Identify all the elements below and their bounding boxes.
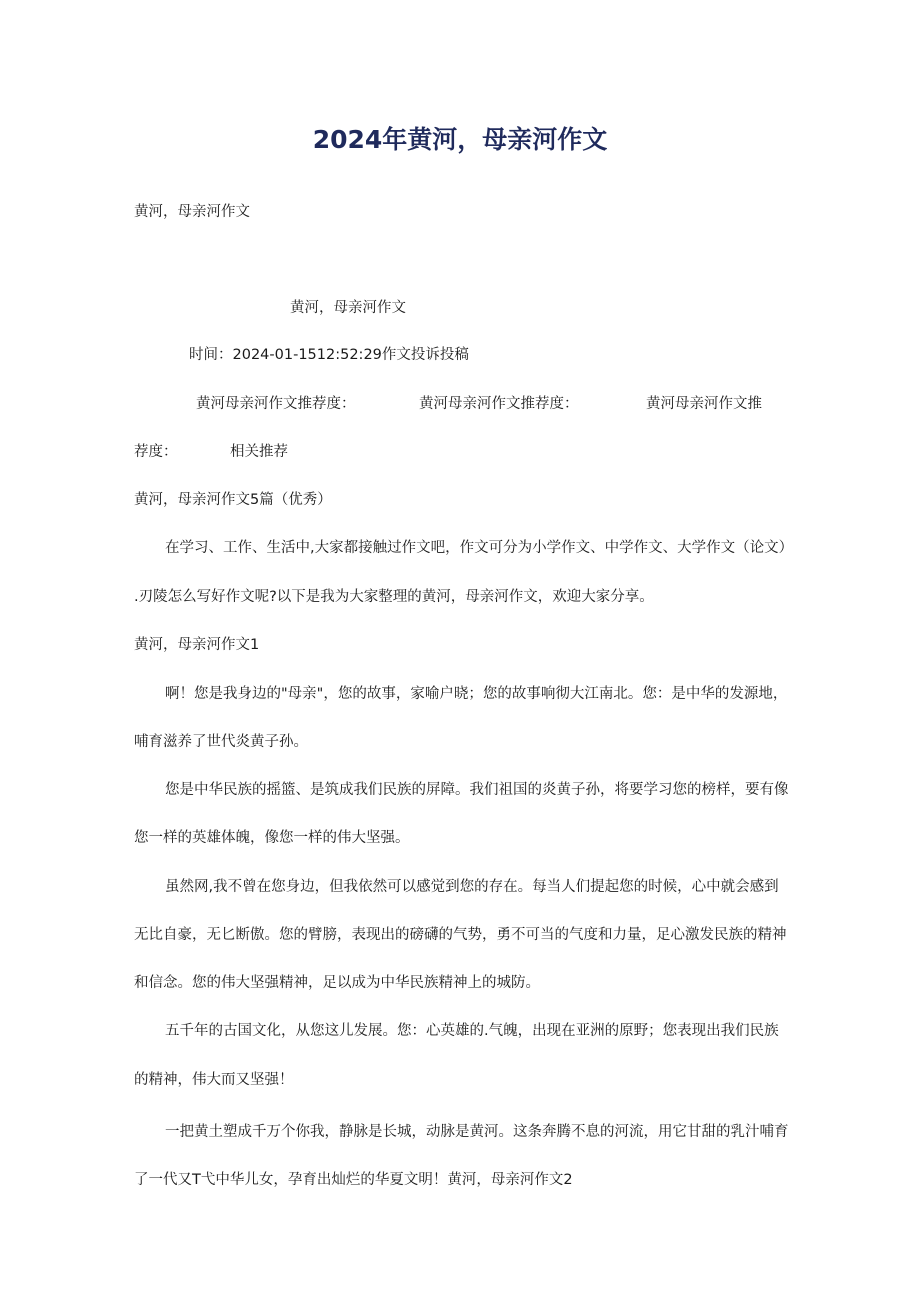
document-subtitle: 黄河，母亲河作文 [134, 204, 250, 220]
recommend-item-3-cont: 荐度： [134, 444, 178, 460]
intro-line-1: 在学习、工作、生活中,大家都接触过作文吧，作文可分为小学作文、中学作文、大学作文（论文） [165, 540, 794, 556]
paragraph-3-line-3: 和信念。您的伟大坚强精神，足以成为中华民族精神上的城防。 [134, 975, 540, 991]
related-recommend-link[interactable]: 相关推荐 [230, 444, 288, 460]
article-title: 黄河，母亲河作文 [290, 300, 406, 316]
paragraph-1-line-1: 啊！您是我身边的"母亲"，您的故事，家喻户晓；您的故事响彻大江南北。您：是中华的发源地， [165, 686, 788, 702]
article-meta: 时间：2024-01-1512:52:29作文投诉投稿 [189, 347, 469, 363]
section-heading: 黄河，母亲河作文5篇（优秀） [134, 492, 332, 508]
paragraph-2-line-2: 您一样的英雄体魄，像您一样的伟大坚强。 [134, 830, 410, 846]
essay-heading-1: 黄河，母亲河作文1 [134, 637, 260, 653]
paragraph-1-line-2: 哺育滋养了世代炎黄子孙。 [134, 734, 308, 750]
paragraph-4-line-2: 的精神，伟大而又坚强！ [134, 1072, 294, 1088]
paragraph-2-line-1: 您是中华民族的摇篮、是筑成我们民族的屏障。我们祖国的炎黄子孙，将要学习您的榜样，要有像 [165, 782, 789, 798]
recommend-item-2: 黄河母亲河作文推荐度： [419, 396, 579, 412]
document-title: 2024年黄河，母亲河作文 [312, 125, 608, 154]
paragraph-4-line-1: 五千年的古国文化，从您这儿发展。您：心英雄的.气魄，出现在亚洲的原野；您表现出我们民族 [165, 1023, 779, 1039]
paragraph-5-line-2: 了一代又T弋中华儿女，孕育出灿烂的华夏文明！黄河，母亲河作文2 [134, 1172, 573, 1188]
paragraph-5-line-1: 一把黄土塑成千万个你我，静脉是长城，动脉是黄河。这条奔腾不息的河流，用它甘甜的乳汁哺育 [165, 1124, 789, 1140]
paragraph-3-line-1: 虽然网,我不曾在您身边，但我依然可以感觉到您的存在。每当人们提起您的时候，心中就会感到 [165, 879, 779, 895]
intro-line-2: .刃陵怎么写好作文呢?以下是我为大家整理的黄河，母亲河作文，欢迎大家分享。 [134, 589, 654, 605]
recommend-item-3: 黄河母亲河作文推 [646, 396, 762, 412]
recommend-item-1: 黄河母亲河作文推荐度： [196, 396, 356, 412]
paragraph-3-line-2: 无比自豪，无匕断傲。您的臂膀，表现出的磅礴的气势，勇不可当的气度和力量，足心激发民族的精神 [134, 927, 787, 943]
